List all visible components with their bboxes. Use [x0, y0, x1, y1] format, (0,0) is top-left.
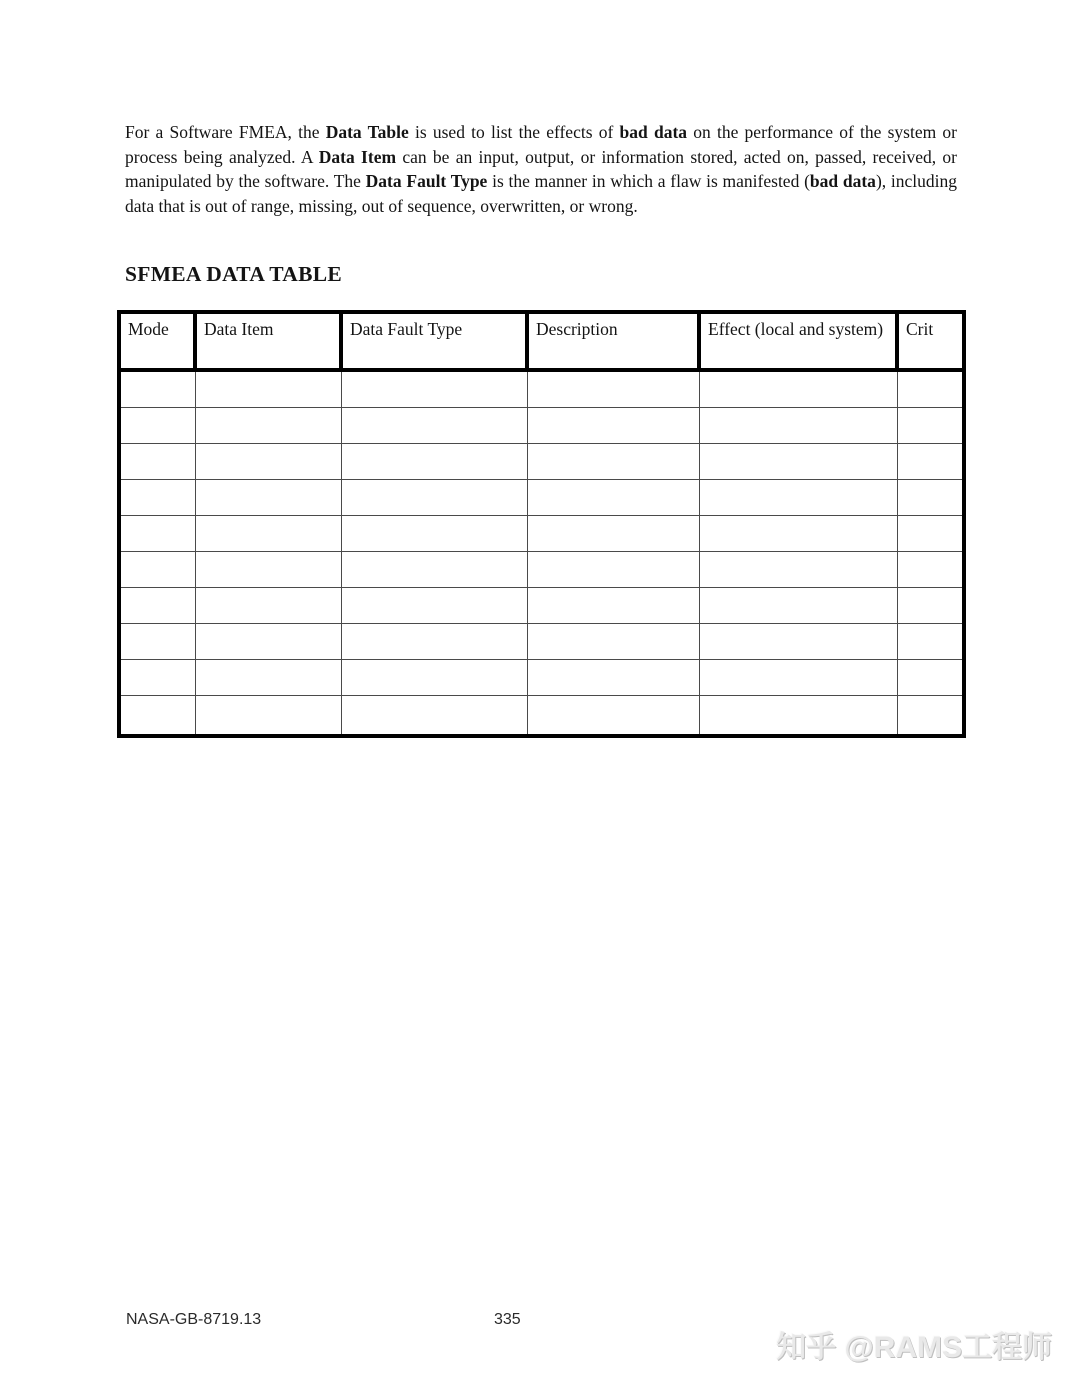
table-cell: [119, 516, 195, 552]
table-cell: [527, 696, 699, 737]
paragraph-text: ), including data that is out of range, missing, out of sequence, overwritten, or wrong.: [125, 171, 957, 216]
table-row: [119, 444, 964, 480]
paragraph-text: on the performance of the system or process being analyzed. A: [125, 122, 957, 167]
table-cell: [341, 552, 527, 588]
paragraph-text: For a Software FMEA, the: [125, 122, 326, 142]
bold-term: Data Item: [318, 146, 397, 167]
table-cell: [341, 696, 527, 737]
table-cell: [527, 370, 699, 408]
column-header-mode: Mode: [119, 312, 195, 370]
table-cell: [699, 370, 897, 408]
intro-paragraph: [125, 120, 957, 218]
table-cell: [119, 480, 195, 516]
table-cell: [195, 552, 341, 588]
section-heading: SFMEA DATA TABLE: [125, 262, 343, 286]
paragraph-text: is the manner in which a flaw is manifested (: [487, 171, 810, 192]
table-cell: [897, 370, 964, 408]
table-cell: [527, 516, 699, 552]
table-cell: [195, 588, 341, 624]
table-cell: [195, 516, 341, 552]
table-cell: [699, 408, 897, 444]
table-cell: [897, 444, 964, 480]
table-row: [119, 696, 964, 737]
table-cell: [699, 444, 897, 480]
table-cell: [699, 552, 897, 588]
column-header-description: Description: [527, 312, 699, 370]
table-cell: [699, 480, 897, 516]
table-cell: [119, 588, 195, 624]
table-cell: [527, 480, 699, 516]
table-cell: [195, 408, 341, 444]
table-cell: [699, 660, 897, 696]
table-row: [119, 480, 964, 516]
bold-term: bad data: [809, 171, 876, 192]
table-cell: [119, 552, 195, 588]
table-cell: [341, 408, 527, 444]
table-cell: [341, 444, 527, 480]
table-cell: [195, 696, 341, 737]
table-cell: [341, 370, 527, 408]
bold-term: Data Table: [325, 122, 409, 142]
table-cell: [897, 516, 964, 552]
sfmea-data-table: [117, 310, 966, 738]
table-cell: [341, 588, 527, 624]
table-cell: [699, 588, 897, 624]
table-cell: [897, 588, 964, 624]
table-cell: [897, 696, 964, 737]
table-cell: [195, 444, 341, 480]
table-cell: [897, 480, 964, 516]
table-cell: [195, 370, 341, 408]
table-cell: [341, 480, 527, 516]
column-header-effect: Effect (local and system): [699, 312, 897, 370]
table-cell: [699, 624, 897, 660]
table-cell: [897, 552, 964, 588]
table-cell: [195, 660, 341, 696]
table-cell: [119, 660, 195, 696]
table-cell: [341, 624, 527, 660]
table-cell: [897, 408, 964, 444]
bold-term: bad data: [619, 122, 688, 142]
watermark: 知乎 @RAMS工程师: [776, 1331, 1052, 1364]
table-cell: [527, 552, 699, 588]
table-row: [119, 370, 964, 408]
paragraph-text: can be an input, output, or information stored, acted on, passed, received, or manipulated by the software. The: [125, 146, 957, 192]
table-cell: [527, 588, 699, 624]
table-row: [119, 516, 964, 552]
paragraph-text: is used to list the effects of: [408, 122, 620, 142]
table-row: [119, 552, 964, 588]
table-cell: [195, 624, 341, 660]
table-cell: [897, 660, 964, 696]
table-cell: [897, 624, 964, 660]
table-cell: [527, 444, 699, 480]
table-cell: [119, 624, 195, 660]
table-cell: [699, 516, 897, 552]
bold-term: Data Fault Type: [365, 171, 488, 192]
table-row: [119, 624, 964, 660]
column-header-data-fault-type: Data Fault Type: [341, 312, 527, 370]
table-cell: [119, 370, 195, 408]
table-cell: [527, 408, 699, 444]
table-cell: [195, 480, 341, 516]
table-row: [119, 660, 964, 696]
table-header-row: [119, 312, 964, 370]
table-row: [119, 408, 964, 444]
table-cell: [119, 408, 195, 444]
table-cell: [341, 660, 527, 696]
table-cell: [119, 696, 195, 737]
table-cell: [341, 516, 527, 552]
column-header-data-item: Data Item: [195, 312, 341, 370]
table-cell: [699, 696, 897, 737]
table-cell: [119, 444, 195, 480]
page-number: 335: [494, 1311, 521, 1328]
table-cell: [527, 624, 699, 660]
column-header-crit: Crit: [897, 312, 964, 370]
document-id: NASA-GB-8719.13: [126, 1311, 262, 1328]
table-row: [119, 588, 964, 624]
table-cell: [527, 660, 699, 696]
